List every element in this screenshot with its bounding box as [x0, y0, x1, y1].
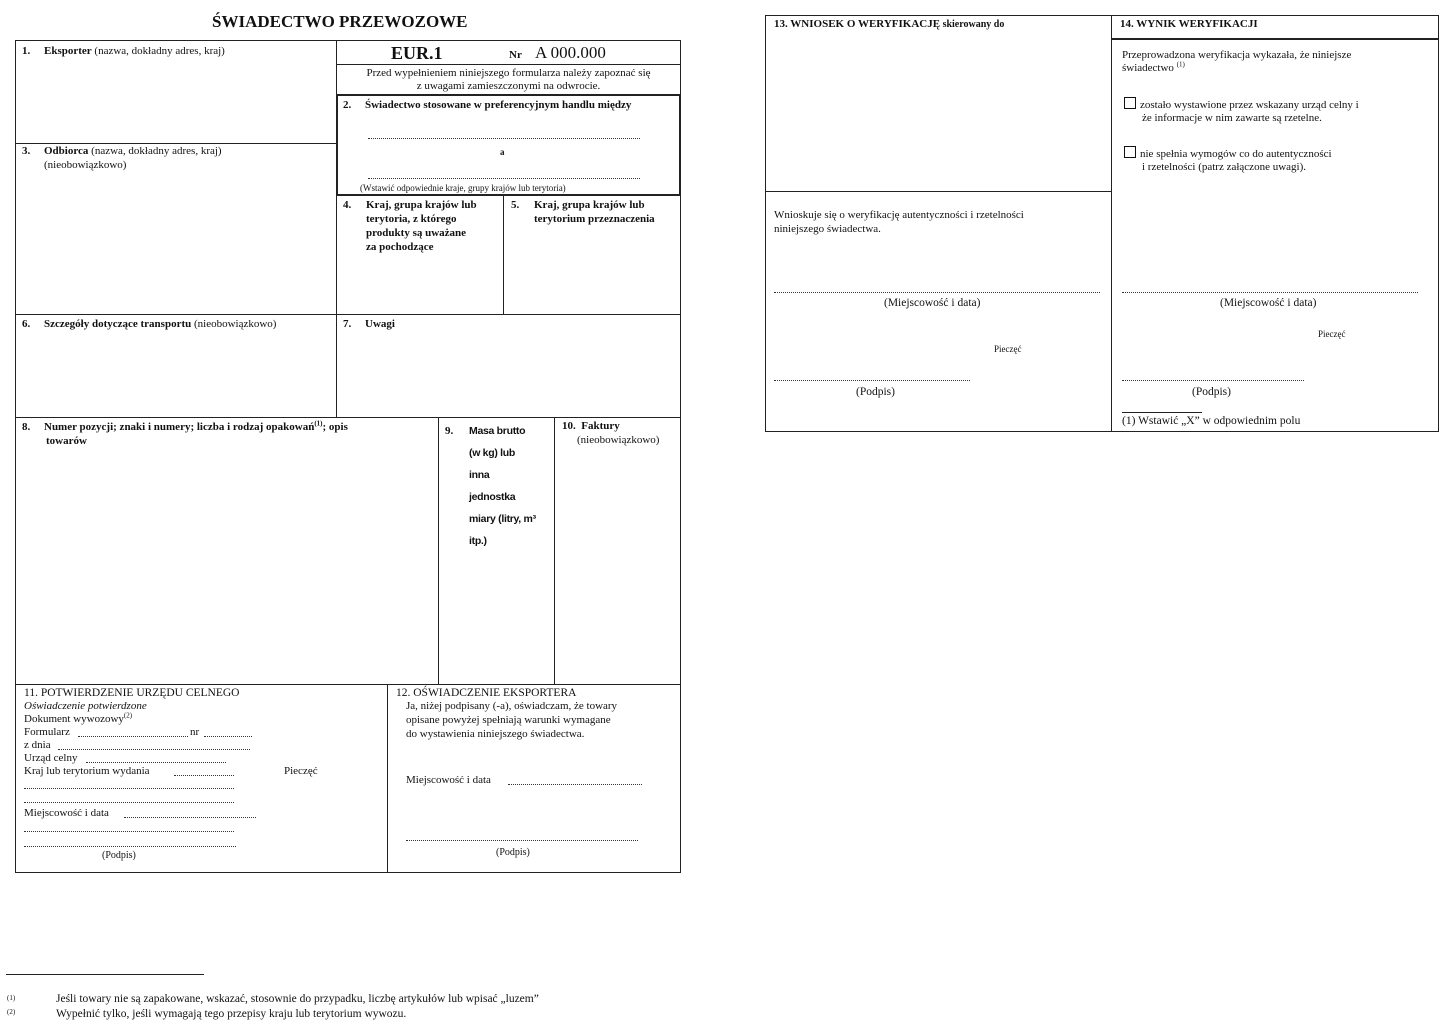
customs-office-field[interactable]: [86, 762, 226, 763]
nr-field[interactable]: [204, 736, 252, 737]
footnote-mark: (2): [7, 1008, 16, 1016]
country-field-1[interactable]: [368, 138, 640, 139]
signature-label: (Podpis): [856, 386, 895, 398]
signature-label: (Podpis): [1192, 386, 1231, 398]
country-field-2[interactable]: [368, 178, 640, 179]
option-text: nie spełnia wymogów co do autentyczności: [1140, 148, 1332, 160]
signature-field[interactable]: [406, 840, 638, 841]
form-title: ŚWIADECTWO PRZEWOZOWE: [212, 12, 468, 31]
box-8-label: 8. Numer pozycji; znaki i numery; liczba i rodzaj opakowań$^{(1)}$; opis: [22, 419, 348, 433]
box-9-label-line: (w kg) lub: [469, 447, 515, 459]
box-11-customs-endorsement: [15, 684, 388, 873]
issuing-country-field-3[interactable]: [24, 802, 234, 803]
request-line: niniejszego świadectwa.: [774, 223, 881, 235]
box-13-title: 13. WNIOSEK O WERYFIKACJĘ skierowany do: [774, 18, 1005, 30]
declaration-line: do wystawienia niniejszego świadectwa.: [406, 728, 585, 740]
notice-line-1: Przed wypełnieniem niniejszego formularza należy zapoznać się: [366, 67, 651, 79]
box-6-label: 6. Szczegóły dotyczące transportu (nieobowiązkowo): [22, 318, 277, 330]
box-14-footnote: (1) Wstawić „X” w odpowiednim polu: [1122, 415, 1301, 427]
signature-field[interactable]: [24, 846, 236, 847]
place-date-label: (Miejscowość i data): [1220, 297, 1317, 309]
option-text: zostało wystawione przez wskazany urząd celny i: [1140, 99, 1359, 111]
serial-number: A 000.000: [535, 43, 606, 62]
box-1-exporter[interactable]: [15, 40, 337, 144]
form-label: Formularz: [24, 726, 70, 738]
intro-line: świadectwo $^{(1)}$: [1122, 60, 1185, 74]
box-4-origin[interactable]: [336, 195, 504, 315]
place-date-field[interactable]: [508, 784, 642, 785]
box-9-gross-mass[interactable]: [438, 417, 555, 685]
option-text: że informacje w nim zawarte są rzetelne.: [1142, 112, 1322, 124]
notice: [336, 64, 681, 95]
box-6-transport[interactable]: [15, 314, 337, 418]
declaration-line: opisane powyżej spełniają warunki wymagane: [406, 714, 611, 726]
box-1-label: 1. Eksporter (nazwa, dokładny adres, kraj): [22, 45, 225, 57]
and-label: a: [500, 147, 505, 157]
footnote-separator: [6, 974, 204, 975]
box-7-label: 7. Uwagi: [343, 318, 395, 330]
checkbox-authentic[interactable]: [1124, 97, 1136, 109]
option-text: i rzetelności (patrz załączone uwagi).: [1142, 161, 1306, 173]
option-authentic[interactable]: [1124, 97, 1359, 112]
box-13-divider: [766, 191, 1111, 192]
box-10-optional: (nieobowiązkowo): [577, 434, 660, 446]
box-4-label-line: terytoria, z którego: [366, 213, 457, 225]
box-3-optional: (nieobowiązkowo): [44, 159, 127, 171]
nr-label: Nr: [509, 49, 522, 61]
box-2-label: 2. Świadectwo stosowane w preferencyjnym handlu między: [343, 99, 632, 111]
signature-field[interactable]: [774, 380, 970, 381]
stamp-label: Pieczęć: [994, 344, 1022, 354]
box-5-label-line: Kraj, grupa krajów lub: [534, 199, 645, 211]
box-9-label-line: jednostka: [469, 491, 516, 503]
box-8-goods-description[interactable]: [15, 417, 439, 685]
box-11-title: 11. POTWIERDZENIE URZĘDU CELNEGO: [24, 687, 240, 699]
box-5-destination[interactable]: [503, 195, 681, 315]
declaration-line: Ja, niżej podpisany (-a), oświadczam, że towary: [406, 700, 618, 712]
box-8-label-line-2: towarów: [46, 435, 87, 447]
addressee-field[interactable]: [768, 34, 1109, 189]
box-14-title: 14. WYNIK WERYFIKACJI: [1120, 18, 1258, 30]
notice-line-2: z uwagami zamieszczonymi na odwrocie.: [416, 80, 601, 92]
box-9-label-line: itp.): [469, 535, 487, 547]
footnote-rule: [1122, 412, 1202, 413]
issuing-country-label: Kraj lub terytorium wydania: [24, 765, 150, 777]
signature-label: (Podpis): [102, 850, 136, 861]
box-5-number: 5.: [511, 199, 520, 211]
box-13-verification-request: [765, 15, 1112, 432]
signature-field[interactable]: [1122, 380, 1304, 381]
box-11-subtitle: Oświadczenie potwierdzone: [24, 700, 147, 712]
box-4-number: 4.: [343, 199, 352, 211]
form-field[interactable]: [78, 736, 188, 737]
footnote-mark: (1): [7, 994, 16, 1002]
box-14-header-divider: [1112, 38, 1438, 40]
box-4-label-line: za pochodzące: [366, 241, 434, 253]
box-9-label-line: inna: [469, 469, 490, 481]
box-10-invoices[interactable]: [554, 417, 681, 685]
box-9-label-line: Masa brutto: [469, 425, 526, 437]
box-12-exporter-declaration: [387, 684, 681, 873]
box-2-hint: (Wstawić odpowiednie kraje, grupy krajów lub terytoria): [360, 183, 566, 193]
box-4-label-line: Kraj, grupa krajów lub: [366, 199, 477, 211]
box-3-label: 3. Odbiorca (nazwa, dokładny adres, kraj): [22, 145, 222, 157]
footnote-text: Wypełnić tylko, jeśli wymagają tego przepisy kraju lub terytorium wywozu.: [56, 1008, 407, 1020]
export-document-label: Dokument wywozowy$^{(2)}$: [24, 711, 133, 725]
box-4-label-line: produkty są uważane: [366, 227, 467, 239]
footnote-text: Jeśli towary nie są zapakowane, wskazać, stosownie do przypadku, liczbę artykułów lub wpisać „luzem”: [56, 993, 539, 1005]
box-9-number: 9.: [445, 425, 454, 437]
issuing-country-field-2[interactable]: [24, 788, 234, 789]
checkbox-not-authentic[interactable]: [1124, 146, 1136, 158]
box-9-label-line: miary (litry, m³: [469, 513, 536, 525]
place-date-field-2[interactable]: [24, 831, 234, 832]
box-5-label-line: terytorium przeznaczenia: [534, 213, 655, 225]
box-14-verification-result: [1111, 15, 1439, 432]
request-line: Wnioskuje się o weryfikację autentyczności i rzetelności: [774, 209, 1024, 221]
place-date-field[interactable]: [774, 292, 1100, 293]
signature-label: (Podpis): [496, 847, 530, 858]
date-field[interactable]: [58, 749, 250, 750]
place-date-label: (Miejscowość i data): [884, 297, 981, 309]
eur1-header: [336, 40, 681, 65]
box-3-consignee[interactable]: [15, 143, 337, 315]
stamp-label: Pieczęć: [1318, 329, 1346, 339]
box-12-title: 12. OŚWIADCZENIE EKSPORTERA: [396, 687, 577, 699]
stamp-label: Pieczęć: [284, 765, 318, 777]
place-date-field[interactable]: [124, 817, 256, 818]
date-label: z dnia: [24, 739, 51, 751]
customs-office-label: Urząd celny: [24, 752, 78, 764]
intro-line: Przeprowadzona weryfikacja wykazała, że niniejsze: [1122, 49, 1352, 61]
box-7-remarks[interactable]: [336, 314, 681, 418]
box-10-label: 10. Faktury: [562, 420, 620, 432]
place-date-field[interactable]: [1122, 292, 1418, 293]
issuing-country-field[interactable]: [174, 775, 234, 776]
box-2-preferential-trade[interactable]: [336, 94, 681, 196]
form-code: EUR.1: [391, 43, 443, 63]
place-date-label: Miejscowość i data: [406, 774, 491, 786]
option-not-authentic[interactable]: [1124, 146, 1332, 161]
nr-label: nr: [190, 726, 200, 738]
place-date-label: Miejscowość i data: [24, 807, 109, 819]
